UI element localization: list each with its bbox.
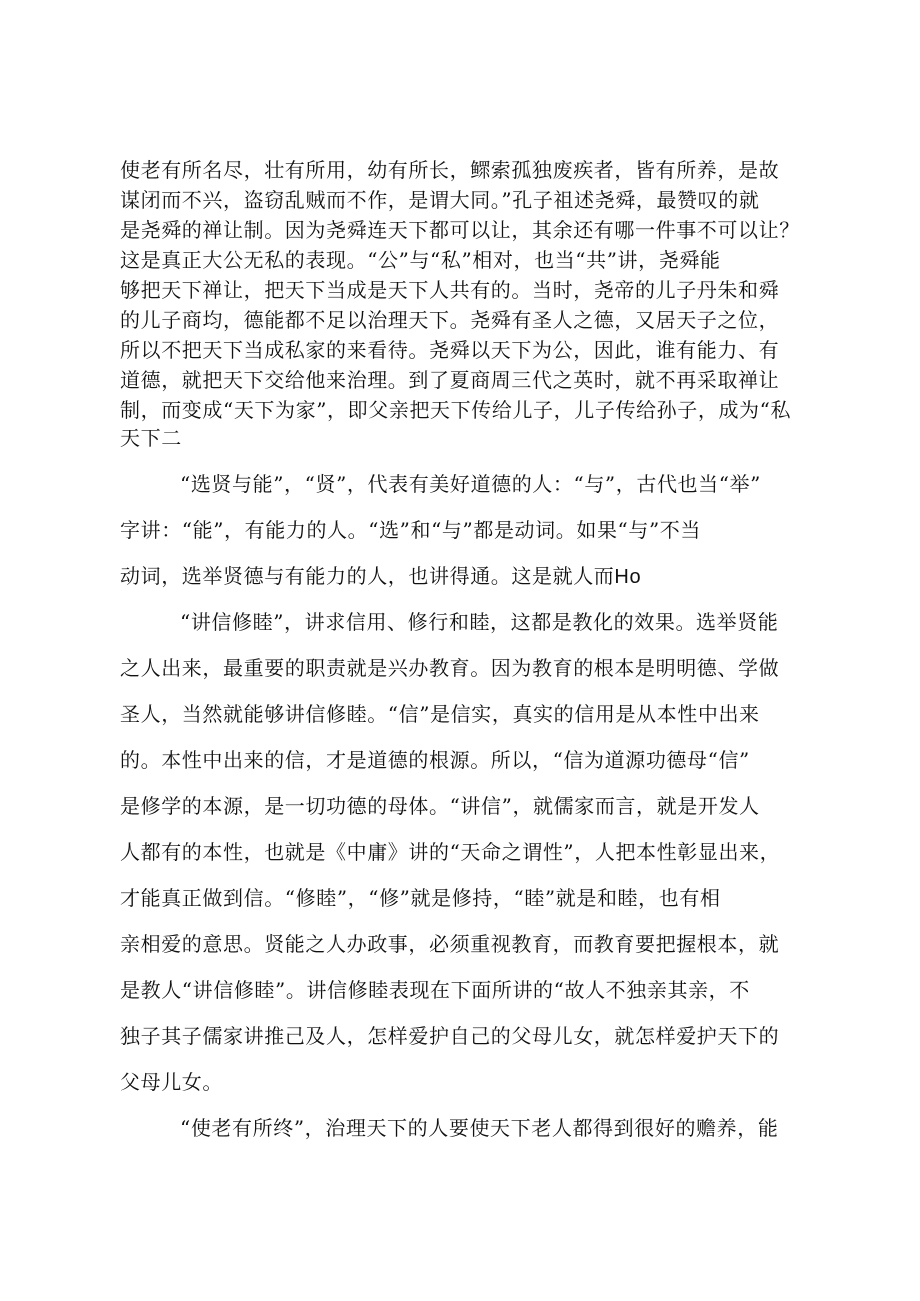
text-line: 制，而变成“天下为家”，即父亲把天下传给儿子，儿子传给孙子，成为“私: [120, 398, 792, 422]
text-line: 道德，就把天下交给他来治理。到了夏商周三代之英时，就不再采取禅让: [120, 368, 780, 392]
text-line: 天下二: [120, 426, 182, 450]
text-line-body: 动词，选举贤德与有能力的人，也讲得通。这是就人而: [120, 564, 615, 588]
text-line: 是教人“讲信修睦”。讲信修睦表现在下面所讲的“故人不独亲其亲，不: [120, 978, 750, 1002]
text-line: 的。本性中出来的信，才是道德的根源。所以，“信为道源功德母“信”: [120, 748, 750, 772]
text-line: 这是真正大公无私的表现。“公”与“私”相对，也当“共”讲，尧舜能: [120, 248, 721, 272]
text-line: 之人出来，最重要的职责就是兴办教育。因为教育的根本是明明德、学做: [120, 656, 780, 680]
text-line-suffix: Ho: [614, 566, 642, 588]
text-line: 字讲：“能”，有能力的人。“选”和“与”都是动词。如果“与”不当: [120, 518, 701, 542]
text-line: 独子其子儒家讲推己及人，怎样爱护自己的父母儿女，就怎样爱护天下的: [120, 1024, 780, 1048]
text-line: [120, 553, 840, 599]
text-line: “讲信修睦”，讲求信用、修行和睦，这都是教化的效果。选举贤能: [180, 610, 779, 634]
text-line: 够把天下禅让，把天下当成是天下人共有的。当时，尧帝的儿子丹朱和舜: [120, 278, 780, 302]
text-line: 亲相爱的意思。贤能之人办政事，必须重视教育，而教育要把握根本，就: [120, 932, 780, 956]
text-line: 圣人，当然就能够讲信修睦。“信”是信实，真实的信用是从本性中出来: [120, 702, 760, 726]
text-line: 的儿子商均，德能都不足以治理天下。尧舜有圣人之德，又居天子之位，: [120, 308, 780, 332]
paragraph-loose: [120, 415, 840, 1151]
text-line: 父母儿女。: [120, 1070, 223, 1094]
paragraph-dense: [120, 155, 840, 425]
text-line: 谋闭而不兴，盗窃乱贼而不作，是谓大同。”孔子祖述尧舜，最赞叹的就: [120, 188, 760, 212]
text-line: 是尧舜的禅让制。因为尧舜连天下都可以让，其余还有哪一件事不可以让？: [120, 218, 800, 242]
text-line: 才能真正做到信。“修睦”，“修”就是修持，“睦”就是和睦，也有相: [120, 886, 721, 910]
text-line: “选贤与能”，“贤”，代表有美好道德的人：“与”，古代也当“举”: [180, 472, 761, 496]
text-line: “使老有所终”，治理天下的人要使天下老人都得到很好的赡养，能: [180, 1116, 779, 1140]
text-line: 所以不把天下当成私家的来看待。尧舜以天下为公，因此，谁有能力、有: [120, 338, 780, 362]
text-line: 是修学的本源，是一切功德的母体。“讲信”，就儒家而言，就是开发人: [120, 794, 760, 818]
text-line: 使老有所名尽，壮有所用，幼有所长，鳏索孤独废疾者，皆有所养，是故: [120, 158, 780, 182]
text-line: 人都有的本性，也就是《中庸》讲的“天命之谓性”，人把本性彰显出来，: [120, 840, 781, 864]
